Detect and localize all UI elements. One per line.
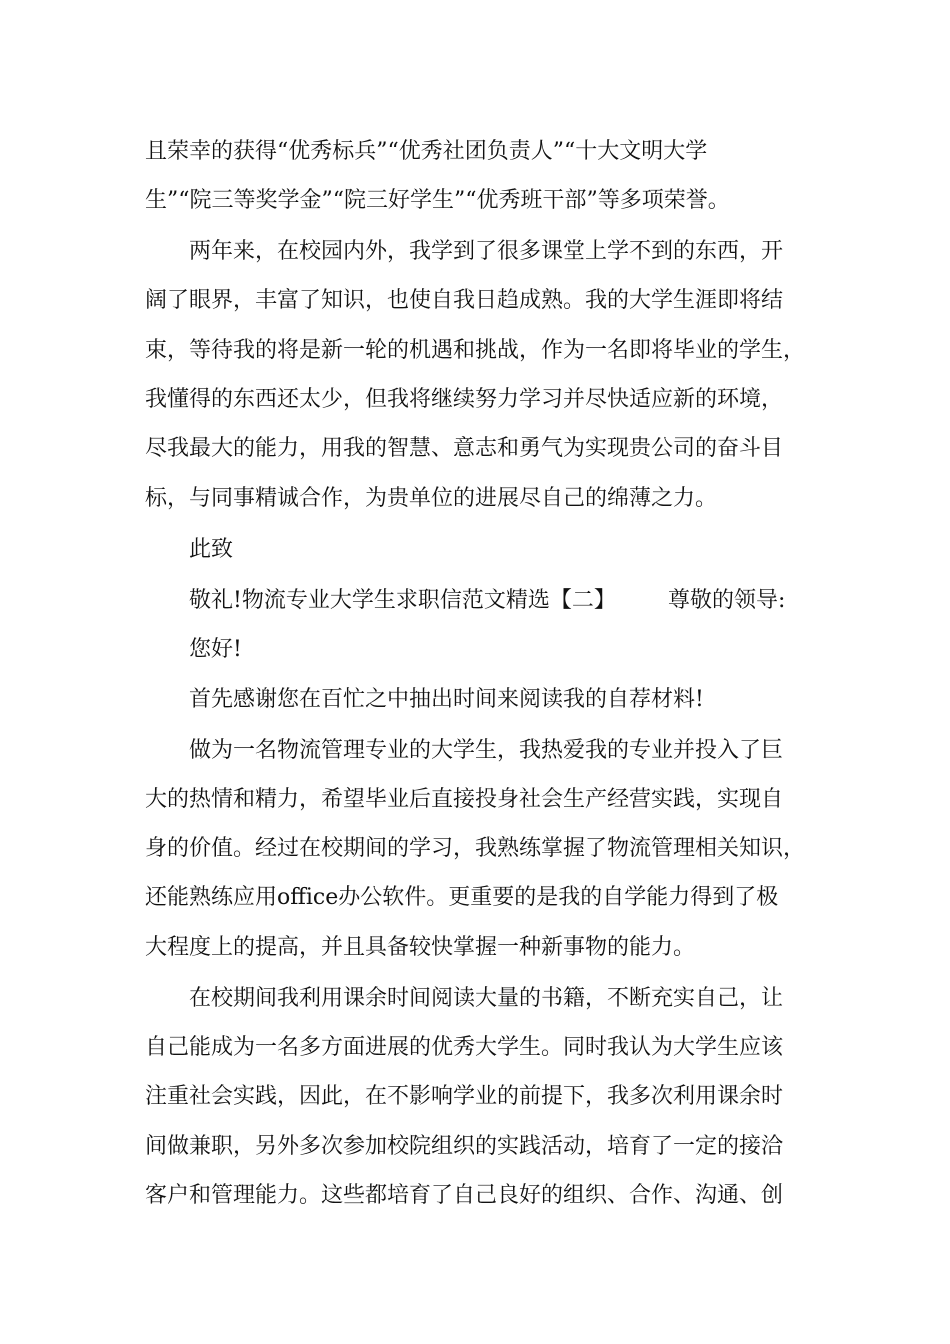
line-text: 身的价值。经过在校期间的学习，我熟练掌握了物流管理相关知识， [145,836,806,861]
text-line [0,635,950,665]
text-line [0,286,950,316]
text-line [0,237,950,267]
text-line [0,385,950,415]
greeting: 您好! [189,637,242,662]
text-line [0,586,950,616]
line-text: 两年来，在校园内外，我学到了很多课堂上学不到的东西，开 [189,239,784,264]
line-text: 做为一名物流管理专业的大学生，我热爱我的专业并投入了巨 [189,738,784,763]
section-heading: 敬礼!物流专业大学生求职信范文精选【二】 [189,588,616,613]
line-text: 自己能成为一名多方面进展的优秀大学生。同时我认为大学生应该 [145,1035,784,1060]
line-text: 尽我最大的能力，用我的智慧、意志和勇气为实现贵公司的奋斗目 [145,436,784,461]
line-text: 客户和管理能力。这些都培育了自己良好的组织、合作、沟通、创 [145,1183,784,1208]
text-line [0,1082,950,1112]
line-text: 在校期间我利用课余时间阅读大量的书籍，不断充实自己，让 [189,986,784,1011]
text-line [0,535,950,565]
line-text: 大的热情和精力，希望毕业后直接投身社会生产经营实践，实现自 [145,787,784,812]
text-line [0,785,950,815]
text-line [0,434,950,464]
text-line [0,736,950,766]
line-text: 还能熟练应用office办公软件。更重要的是我的自学能力得到了极 [145,885,779,910]
text-line [0,1132,950,1162]
text-line [0,933,950,963]
text-line [0,685,950,715]
text-line [0,186,950,216]
line-text: 间做兼职，另外多次参加校院组织的实践活动，培育了一定的接洽 [145,1134,784,1159]
line-text: 且荣幸的获得“优秀标兵”“优秀社团负责人”“十大文明大学 [145,139,708,164]
closing-phrase: 此致 [189,537,234,562]
text-line [0,834,950,864]
text-line [0,336,950,366]
line-text: 标，与同事精诚合作，为贵单位的进展尽自己的绵薄之力。 [145,486,718,511]
text-line [0,984,950,1014]
text-line [0,484,950,514]
line-text: 阔了眼界，丰富了知识，也使自我日趋成熟。我的大学生涯即将结 [145,288,784,313]
line-text: 束，等待我的将是新一轮的机遇和挑战，作为一名即将毕业的学生， [145,338,806,363]
line-text: 注重社会实践，因此，在不影响学业的前提下，我多次利用课余时 [145,1084,784,1109]
salutation: 尊敬的领导: [668,588,786,613]
line-text: 首先感谢您在百忙之中抽出时间来阅读我的自荐材料! [189,687,704,712]
text-line [0,137,950,167]
text-line [0,1181,950,1211]
line-text: 生”“院三等奖学金”“院三好学生”“优秀班干部”等多项荣誉。 [145,188,730,213]
line-text: 我懂得的东西还太少，但我将继续努力学习并尽快适应新的环境， [145,387,784,412]
text-line [0,883,950,913]
text-line [0,1033,950,1063]
line-text: 大程度上的提高，并且具备较快掌握一种新事物的能力。 [145,935,696,960]
